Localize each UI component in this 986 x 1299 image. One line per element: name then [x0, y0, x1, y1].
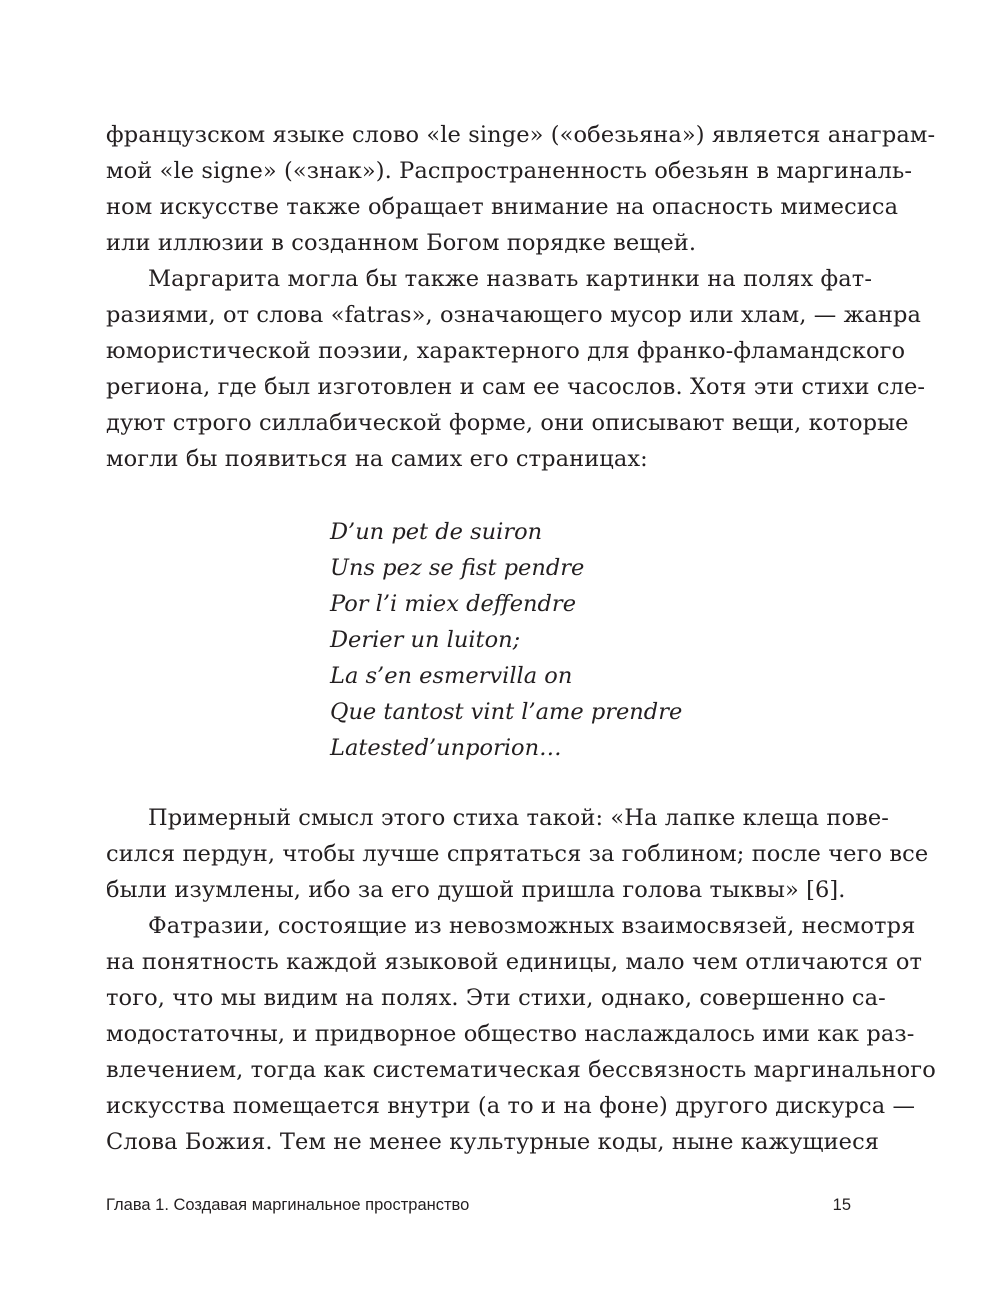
poem-verse: D’un pet de suiron	[330, 519, 543, 545]
poem-verse: Derier un luiton;	[330, 627, 521, 653]
text-line: модостаточны, и придворное общество наслаждалось ими как раз-	[106, 1021, 915, 1047]
running-footer-chapter-title: Глава 1. Создавая маргинальное пространство	[106, 1196, 470, 1214]
text-line: того, что мы видим на полях. Эти стихи, однако, совершенно са-	[106, 985, 886, 1011]
text-line: Маргарита могла бы также назвать картинки на полях фат-	[148, 266, 873, 292]
text-line: французском языке слово «le singe» («обезьяна») является анаграм-	[106, 122, 936, 148]
text-line: сился пердун, чтобы лучше спрятаться за гоблином; после чего все	[106, 841, 929, 867]
paragraph-fatrasie-analysis	[106, 908, 936, 1160]
text-line: могли бы появиться на самих его страницах:	[106, 446, 648, 472]
poem-verse: Que tantost vint l’ame prendre	[330, 699, 683, 725]
text-line: Примерный смысл этого стиха такой: «На лапке клеща пове-	[148, 805, 890, 831]
text-line: разиями, от слова «fatras», означающего мусор или хлам, — жанра	[106, 302, 922, 328]
text-line: на понятность каждой языковой единицы, мало чем отличаются от	[106, 949, 923, 975]
paragraph-continuation	[106, 117, 936, 261]
text-line: влечением, тогда как систематическая бессвязность маргинального	[106, 1057, 936, 1083]
text-line: искусства помещается внутри (а то и на фоне) другого дискурса —	[106, 1093, 916, 1119]
paragraph-poem-meaning	[106, 800, 929, 908]
text-line: региона, где был изготовлен и сам ее часослов. Хотя эти стихи сле-	[106, 374, 926, 400]
text-line: или иллюзии в созданном Богом порядке вещей.	[106, 230, 697, 256]
text-line: Фатразии, состоящие из невозможных взаимосвязей, несмотря	[148, 913, 916, 939]
text-line: были изумлены, ибо за его душой пришла голова тыквы» [6].	[106, 877, 846, 903]
paragraph-fatrasie-intro	[106, 261, 926, 477]
text-line: Слова Божия. Тем не менее культурные коды, ныне кажущиеся	[106, 1129, 880, 1155]
poem-verse: Uns pez se fist pendre	[330, 555, 585, 581]
poem-verse: Por l’i miex deffendre	[330, 591, 577, 617]
poem-quote	[330, 514, 682, 766]
text-line: дуют строго силлабической форме, они описывают вещи, которые	[106, 410, 909, 436]
page-number: 15	[832, 1196, 851, 1214]
body-text-bottom	[106, 800, 936, 1160]
poem-verse: Latested’unporion…	[330, 735, 562, 761]
poem-verse: La s’en esmervilla on	[330, 663, 573, 689]
text-line: мой «le signe» («знак»). Распространенность обезьян в маргиналь-	[106, 158, 913, 184]
text-line: юмористической поэзии, характерного для франко-фламандского	[106, 338, 906, 364]
body-text-top	[106, 117, 936, 477]
text-line: ном искусстве также обращает внимание на опасность мимесиса	[106, 194, 899, 220]
